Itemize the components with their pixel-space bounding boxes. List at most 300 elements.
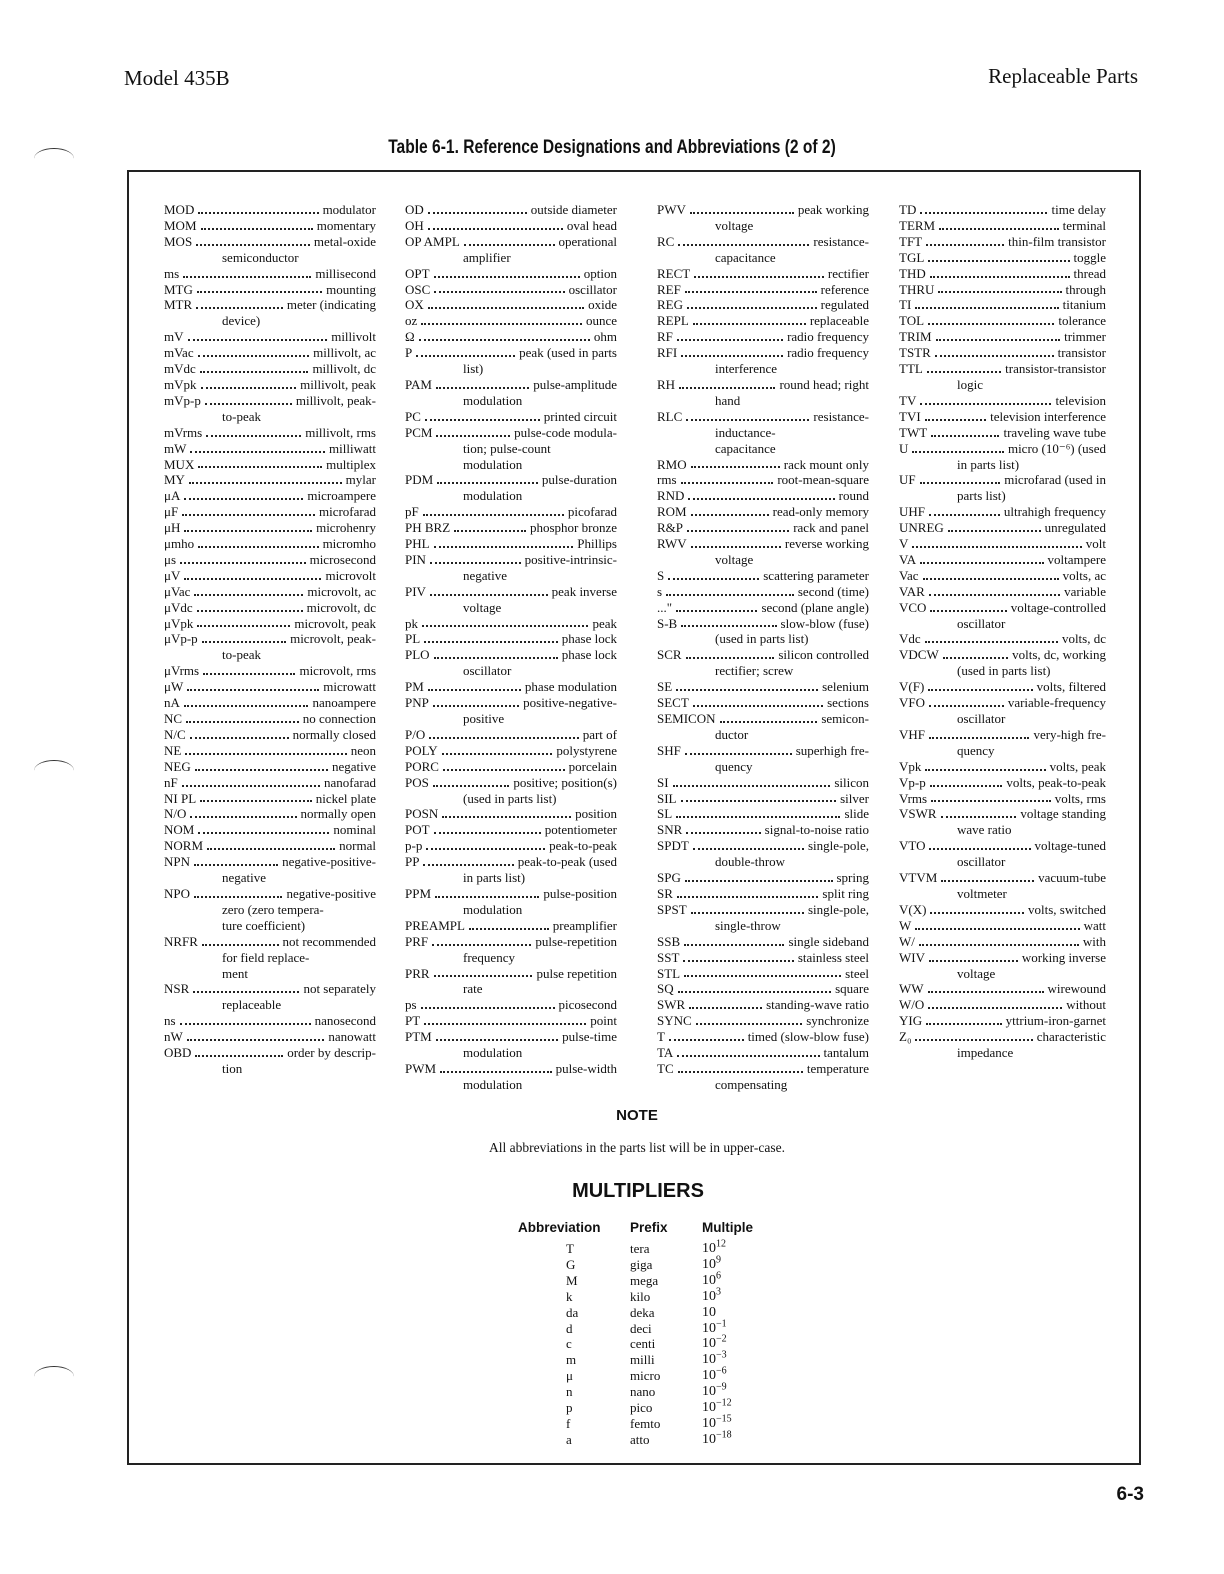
multiplier-base: 10 — [702, 1256, 716, 1272]
definition-continuation: device) — [222, 313, 261, 329]
abbreviation: μVdc — [164, 599, 193, 615]
abbreviation-entry — [405, 282, 617, 298]
definition-continuation: ment — [222, 965, 248, 981]
definition: millivolt, ac — [313, 345, 376, 361]
leader-dots — [433, 705, 519, 707]
leader-dots — [207, 848, 335, 850]
abbreviation-entry — [657, 775, 869, 791]
leader-dots — [912, 451, 1004, 453]
definition: reverse working — [784, 536, 869, 552]
multiplier-base: 10 — [702, 1288, 716, 1304]
leader-dots — [198, 466, 322, 468]
leader-dots — [197, 610, 303, 612]
abbreviation: VA — [899, 551, 917, 567]
definition: phosphor bronze — [529, 520, 617, 536]
definition: oxide — [588, 297, 617, 313]
multipliers-table — [512, 1220, 753, 1448]
multiplier-prefix: deka — [630, 1304, 655, 1320]
abbreviation: V(F) — [899, 679, 925, 695]
abbreviation-entry — [164, 695, 376, 711]
abbreviation: Vac — [899, 567, 919, 583]
abbreviation-entry — [164, 266, 376, 282]
abbreviation: TD — [899, 202, 917, 217]
abbreviation-entry — [405, 536, 617, 552]
definition: pulse-code modula- — [514, 424, 617, 440]
leader-dots — [464, 244, 555, 246]
abbreviation: PCM — [405, 424, 433, 440]
leader-dots — [693, 705, 823, 707]
abbreviation-entry — [405, 743, 617, 759]
abbreviation-entry — [657, 266, 869, 282]
abbreviation: WW — [899, 981, 924, 997]
abbreviation: RFI — [657, 345, 678, 361]
abbreviation: VTVM — [899, 870, 938, 886]
abbreviation-entry — [405, 679, 617, 695]
definition-continuation: replaceable — [222, 997, 282, 1013]
abbreviation-entry — [405, 631, 617, 647]
abbreviation-entry — [164, 568, 376, 584]
abbreviation: RC — [657, 233, 675, 249]
abbreviation: μs — [164, 551, 177, 567]
multiplier-prefix: nano — [630, 1384, 656, 1400]
abbreviation-entry — [164, 600, 376, 616]
definition-continuation: tion; pulse-count — [463, 440, 551, 456]
leader-dots — [677, 339, 783, 341]
leader-dots — [686, 657, 775, 659]
definition: rack and panel — [793, 520, 869, 536]
leader-dots — [690, 212, 794, 214]
abbreviation-entry — [899, 441, 1106, 457]
abbreviation-entry — [899, 838, 1106, 854]
definition: reference — [820, 281, 869, 297]
leader-dots — [939, 228, 1059, 230]
multiplier-prefix: micro — [630, 1368, 661, 1384]
leader-dots — [684, 944, 784, 946]
abbreviation: VHF — [899, 726, 926, 742]
abbreviation: THRU — [899, 281, 935, 297]
definition: microfarad — [318, 504, 376, 520]
abbreviation: SSB — [657, 933, 681, 949]
definition: point — [590, 1013, 617, 1029]
definition-continuation: single-throw — [715, 917, 781, 933]
definition: voltage-tuned — [1034, 838, 1106, 854]
abbreviation: NORM — [164, 838, 204, 854]
definition: pulse-width — [555, 1060, 617, 1076]
definition-continuation: tion — [222, 1060, 243, 1076]
leader-dots — [434, 657, 558, 659]
definition-continuation: modulation — [463, 456, 523, 472]
multiplier-exponent: −12 — [716, 1397, 732, 1409]
leader-dots — [200, 800, 312, 802]
abbreviation-entry — [164, 854, 376, 870]
leader-dots — [190, 816, 296, 818]
leader-dots — [201, 387, 297, 389]
leader-dots — [930, 785, 1003, 787]
multiplier-abbreviation: d — [566, 1320, 573, 1336]
abbreviation: SL — [657, 806, 673, 822]
abbreviation-entry — [657, 504, 869, 520]
abbreviation: TOL — [899, 313, 925, 329]
leader-dots — [436, 435, 510, 437]
definition: micro (10⁻⁶) (used — [1007, 440, 1106, 456]
leader-dots — [930, 912, 1024, 914]
definition: millivolt — [331, 329, 376, 345]
abbreviation-entry — [405, 934, 617, 950]
multiplier-abbreviation: m — [566, 1352, 577, 1368]
definition: second (plane angle) — [761, 599, 869, 615]
definition: millivolt, dc — [312, 361, 376, 377]
abbreviation-entry — [899, 631, 1106, 647]
leader-dots — [676, 610, 757, 612]
abbreviation-entry — [164, 679, 376, 695]
definition: millivolt, peak — [300, 376, 376, 392]
definition: resistance- — [813, 233, 869, 249]
leader-dots — [430, 594, 548, 596]
definition-continuation: semiconductor — [222, 249, 299, 265]
abbreviation: OSC — [405, 281, 431, 297]
abbreviation-entry — [405, 377, 617, 393]
abbreviation-entry — [164, 536, 376, 552]
definition: picofarad — [567, 504, 617, 520]
leader-dots — [194, 594, 303, 596]
definition-continuation: modulation — [463, 901, 523, 917]
leader-dots — [436, 387, 529, 389]
definition-continuation: (used in parts list) — [715, 631, 809, 647]
multiplier-base: 10 — [702, 1415, 716, 1431]
abbreviation-entry — [405, 997, 617, 1013]
definition-continuation: positive — [463, 711, 505, 726]
abbreviation: SST — [657, 949, 680, 965]
abbreviation-entry — [405, 584, 617, 600]
abbreviation: SNR — [657, 822, 683, 838]
leader-dots — [190, 737, 289, 739]
definition: nanofarad — [324, 774, 376, 790]
margin-mark — [34, 1366, 74, 1387]
definition: volts, filtered — [1036, 679, 1106, 695]
abbreviation: P — [405, 345, 413, 361]
definition: round — [838, 488, 869, 504]
abbreviation-entry — [164, 791, 376, 807]
abbreviation: nW — [164, 1029, 183, 1045]
abbreviation: PWM — [405, 1060, 437, 1076]
multiplier-exponent: 12 — [716, 1238, 726, 1250]
abbreviation: TRIM — [899, 329, 932, 345]
abbreviation: mW — [164, 440, 187, 456]
leader-dots — [428, 212, 527, 214]
abbreviation: mVrms — [164, 424, 203, 440]
definition: not recommended — [282, 933, 376, 949]
multiplier-abbreviation: f — [566, 1415, 571, 1431]
abbreviation-entry — [657, 313, 869, 329]
multiplier-base: 10 — [702, 1352, 716, 1368]
abbreviation-entry — [899, 472, 1106, 488]
definition: positive-negative- — [523, 695, 617, 711]
abbreviation-entry — [164, 711, 376, 727]
leader-dots — [426, 848, 545, 850]
leader-dots — [185, 753, 346, 755]
abbreviation: OPT — [405, 265, 430, 281]
definition: nanoampere — [312, 695, 376, 711]
abbreviation: Vpk — [899, 758, 922, 774]
abbreviation-entry — [164, 663, 376, 679]
definition: microwatt — [323, 679, 376, 695]
leader-dots — [184, 530, 312, 532]
abbreviation: mVac — [164, 345, 194, 361]
leader-dots — [685, 291, 817, 293]
definition: nanosecond — [314, 1013, 376, 1029]
leader-dots — [200, 371, 309, 373]
definition: nickel plate — [315, 790, 376, 806]
abbreviation-entry — [164, 806, 376, 822]
definition: thread — [1073, 265, 1106, 281]
definition-continuation: in parts list) — [463, 870, 526, 886]
leader-dots — [194, 864, 278, 866]
multiplier-prefix: tera — [630, 1241, 650, 1256]
definition: resistance- — [813, 408, 869, 424]
leader-dots — [943, 657, 1008, 659]
definition: pulse-amplitude — [533, 376, 617, 392]
abbreviation-entry — [657, 1029, 869, 1045]
abbreviation-entry — [899, 282, 1106, 298]
definition: timed (slow-blow fuse) — [747, 1029, 869, 1045]
abbreviation-column-4 — [899, 202, 1106, 1061]
definition-continuation: (used in parts list) — [957, 663, 1051, 679]
abbreviation-entry — [164, 202, 376, 218]
definition: steel — [845, 965, 869, 981]
abbreviation-entry — [899, 981, 1106, 997]
abbreviation: TERM — [899, 217, 936, 233]
leader-dots — [688, 498, 834, 500]
definition: order by descrip- — [287, 1045, 376, 1061]
definition-continuation: oscillator — [463, 663, 512, 679]
abbreviation-entry — [405, 329, 617, 345]
leader-dots — [925, 641, 1058, 643]
leader-dots — [434, 975, 533, 977]
definition: part of — [582, 726, 617, 742]
definition: microvolt, peak — [294, 615, 376, 631]
abbreviation: RH — [657, 376, 676, 392]
definition: pulse-time — [562, 1029, 617, 1045]
abbreviation: μV — [164, 567, 181, 583]
header-section: Replaceable Parts — [988, 64, 1138, 88]
multiplier-prefix: deci — [630, 1320, 652, 1336]
definition: single sideband — [788, 933, 869, 949]
abbreviation: UF — [899, 472, 916, 488]
abbreviation: SECT — [657, 695, 689, 711]
leader-dots — [681, 625, 776, 627]
abbreviation-entry — [899, 759, 1106, 775]
definition: rack mount only — [783, 456, 869, 472]
leader-dots — [423, 864, 513, 866]
abbreviation-entry — [164, 282, 376, 298]
leader-dots — [915, 928, 1079, 930]
abbreviation: NI PL — [164, 790, 197, 806]
abbreviation-entry — [657, 297, 869, 313]
definition: root-mean-square — [777, 472, 869, 488]
leader-dots — [676, 689, 818, 691]
abbreviation: U — [899, 440, 909, 456]
definition-continuation: rectifier; screw — [715, 663, 794, 679]
leader-dots — [196, 307, 283, 309]
leader-dots — [925, 769, 1045, 771]
abbreviation: SPST — [657, 901, 687, 917]
definition: positive-intrinsic- — [524, 551, 617, 567]
abbreviation: μA — [164, 488, 181, 504]
abbreviation: MOS — [164, 233, 193, 249]
abbreviation-entry — [657, 711, 869, 727]
leader-dots — [683, 960, 793, 962]
abbreviation: μmho — [164, 536, 195, 552]
abbreviation: R&P — [657, 520, 684, 536]
abbreviation-entry — [164, 361, 376, 377]
abbreviation-entry — [164, 1045, 376, 1061]
abbreviation: OBD — [164, 1045, 192, 1061]
definition-continuation: voltage — [715, 551, 754, 567]
leader-dots — [927, 371, 1001, 373]
definition: silicon — [834, 774, 869, 790]
definition: slide — [844, 806, 869, 822]
definition-continuation: oscillator — [957, 711, 1006, 726]
leader-dots — [198, 832, 329, 834]
abbreviation: MTG — [164, 281, 193, 297]
abbreviation: μVp-p — [164, 631, 198, 647]
abbreviation-entry — [657, 202, 869, 218]
abbreviation-entry — [164, 822, 376, 838]
abbreviation: TWT — [899, 424, 928, 440]
definition: nominal — [333, 822, 376, 838]
abbreviation-entry — [657, 870, 869, 886]
leader-dots — [685, 880, 833, 882]
multiplier-value — [702, 1238, 753, 1257]
abbreviation-entry — [405, 297, 617, 313]
definition-continuation: to-peak — [222, 647, 261, 663]
definition: regulated — [820, 297, 869, 313]
definition: traveling wave tube — [1003, 424, 1106, 440]
definition-continuation: negative — [222, 870, 267, 886]
definition: standing-wave ratio — [766, 997, 869, 1013]
abbreviation: PM — [405, 679, 424, 695]
abbreviation: SQ — [657, 981, 674, 997]
definition: microvolt, ac — [307, 583, 376, 599]
abbreviation-entry — [657, 791, 869, 807]
definition: working inverse — [1021, 949, 1106, 965]
leader-dots — [432, 944, 531, 946]
multiplier-value — [702, 1270, 753, 1289]
definition: phase lock — [561, 647, 617, 663]
leader-dots — [948, 530, 1041, 532]
definition: potentiometer — [544, 822, 617, 838]
multiplier-value — [702, 1333, 753, 1352]
leader-dots — [436, 1039, 558, 1041]
abbreviation: YIG — [899, 1013, 923, 1029]
leader-dots — [686, 419, 809, 421]
abbreviation: PTM — [405, 1029, 432, 1045]
multiplier-value — [702, 1349, 753, 1368]
header-model: Model 435B — [124, 66, 230, 90]
definition: pulse-position — [543, 885, 617, 901]
leader-dots — [929, 514, 1000, 516]
leader-dots — [188, 339, 328, 341]
abbreviation: Vdc — [899, 631, 921, 647]
leader-dots — [941, 880, 1034, 882]
abbreviation-entry — [164, 1013, 376, 1029]
abbreviation-entry — [657, 934, 869, 950]
definition: radio frequency — [787, 345, 869, 361]
definition: pulse-repetition — [535, 933, 617, 949]
abbreviation: μVpk — [164, 615, 194, 631]
abbreviation: μVrms — [164, 663, 200, 679]
definition-continuation: zero (zero tempera- — [222, 901, 324, 917]
leader-dots — [931, 435, 999, 437]
definition: microhenry — [316, 520, 376, 536]
abbreviation-entry — [164, 886, 376, 902]
definition: television — [1055, 392, 1106, 408]
abbreviation-entry — [657, 981, 869, 997]
definition-continuation: negative — [463, 567, 508, 583]
abbreviation-entry — [405, 806, 617, 822]
definition: ounce — [585, 313, 617, 329]
leader-dots — [929, 737, 1029, 739]
abbreviation: W/ — [899, 933, 915, 949]
multiplier-exponent: −18 — [716, 1429, 732, 1441]
multiplier-base: 10 — [702, 1368, 716, 1384]
abbreviation: SE — [657, 679, 673, 695]
abbreviation-entry — [405, 695, 617, 711]
definition: trimmer — [1064, 329, 1106, 345]
abbreviation-column-3 — [657, 202, 869, 1093]
abbreviation: PIN — [405, 551, 426, 567]
multiplier-abbreviation: a — [566, 1431, 572, 1447]
definition: vacuum-tube — [1038, 870, 1106, 886]
leader-dots — [681, 355, 783, 357]
abbreviation-entry — [405, 504, 617, 520]
definition: Phillips — [577, 536, 617, 552]
multiplier-abbreviation: p — [566, 1400, 573, 1416]
definition: transistor — [1057, 345, 1106, 361]
abbreviation-entry — [164, 520, 376, 536]
abbreviation: mVdc — [164, 361, 196, 377]
multiplier-base: 10 — [702, 1241, 716, 1256]
abbreviation: VAR — [899, 583, 925, 599]
abbreviation-entry — [899, 791, 1106, 807]
leader-dots — [689, 1007, 762, 1009]
multiplier-base: 10 — [702, 1431, 716, 1447]
definition-continuation: modulation — [463, 392, 523, 408]
definition: tolerance — [1058, 313, 1106, 329]
abbreviation-entry — [657, 822, 869, 838]
definition: transistor-transistor — [1005, 361, 1106, 377]
abbreviation-entry — [405, 1061, 617, 1077]
definition: volts, dc, working — [1012, 647, 1106, 663]
multiplier-base: 10 — [702, 1304, 716, 1320]
multiplier-exponent: −6 — [716, 1365, 727, 1377]
leader-dots — [928, 689, 1032, 691]
abbreviation-entry — [164, 934, 376, 950]
abbreviation-entry — [164, 631, 376, 647]
leader-dots — [429, 737, 578, 739]
abbreviation-entry — [405, 759, 617, 775]
definition: multiplex — [326, 456, 376, 472]
definition: watt — [1083, 917, 1106, 933]
abbreviation: SPG — [657, 870, 681, 886]
abbreviation: TI — [899, 297, 912, 313]
leader-dots — [681, 482, 774, 484]
abbreviation: OH — [405, 217, 424, 233]
multiplier-prefix: pico — [630, 1400, 653, 1416]
definition-continuation: oscillator — [957, 615, 1006, 631]
abbreviation: Ω — [405, 329, 415, 345]
definition: peak-to-peak — [549, 838, 617, 854]
